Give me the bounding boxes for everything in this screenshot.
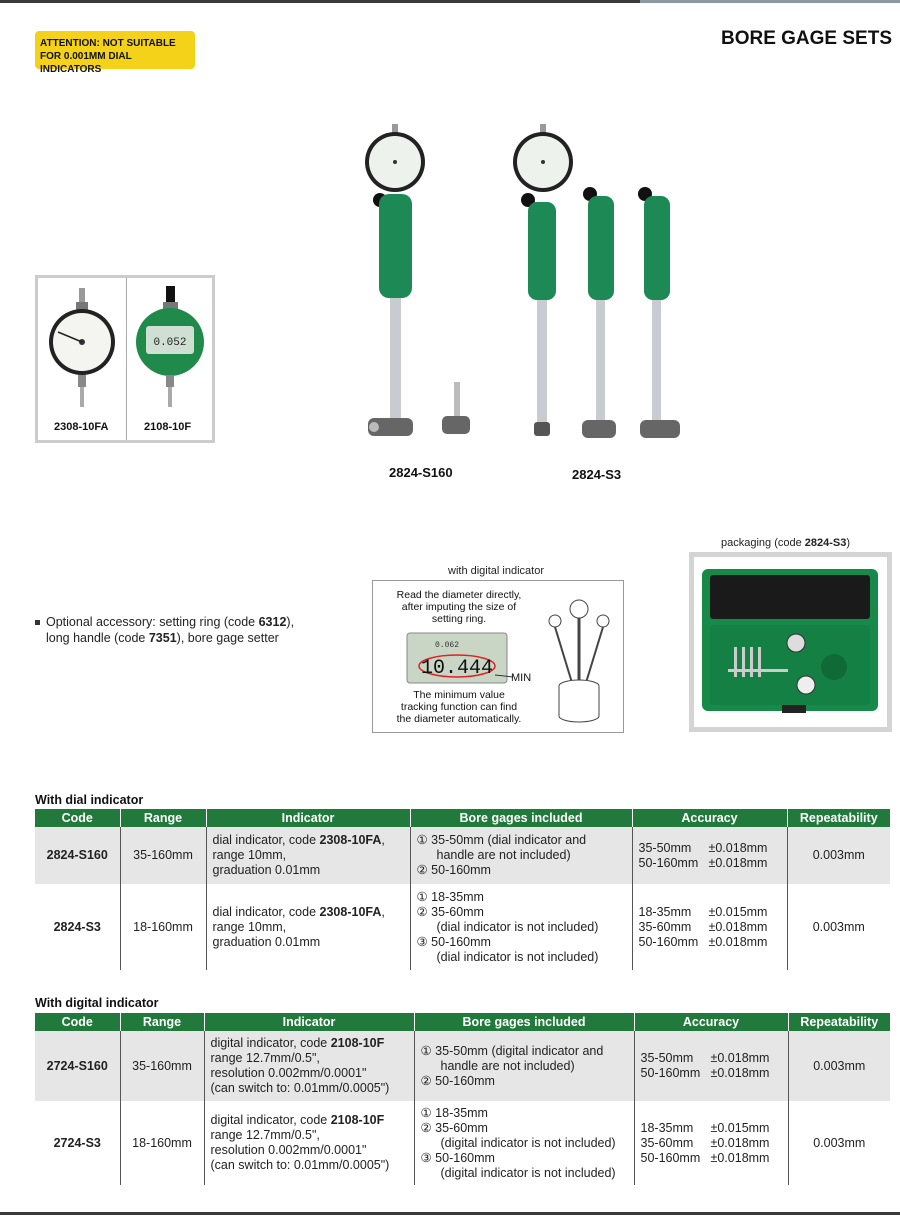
accuracy-range: 18-35mm: [640, 1120, 694, 1135]
cell-range: 35-160mm: [120, 827, 206, 884]
bore-line: (digital indicator is not included): [440, 1165, 616, 1180]
bore-line: ② 35-60mm: [416, 904, 484, 919]
cell-repeatability: 0.003mm: [787, 884, 890, 970]
table-row: [35, 1031, 890, 1101]
cell-repeatability: 0.003mm: [788, 1101, 890, 1185]
accuracy-range: 35-50mm: [640, 1051, 694, 1065]
packaging-caption-end: ): [846, 537, 851, 549]
attention-line-1: ATTENTION: NOT SUITABLE: [40, 38, 176, 49]
col-header-indicator: Indicator: [204, 1013, 414, 1031]
attention-badge: [35, 31, 195, 75]
bore-line: ① 35-50mm (dial indicator and: [416, 833, 587, 847]
cell-code: 2724-S3: [35, 1101, 120, 1185]
col-header-code: Code: [35, 809, 120, 827]
bore-gage-s3-image: [513, 124, 680, 438]
indicator-line: (can switch to: 0.01mm/0.0005"): [210, 1081, 390, 1095]
indicator-line: range 10mm,: [212, 919, 287, 934]
digital-text-top-2: after imputing the size of: [401, 601, 517, 613]
indicator-options-box: [35, 275, 215, 443]
indicator-code-digital: 2108-10F: [144, 421, 192, 433]
cell-bore-gages: [414, 1031, 634, 1101]
cell-indicator: [204, 1031, 414, 1101]
bore-line: ③ 50-160mm: [420, 1150, 495, 1165]
indicator-line: resolution 0.002mm/0.0001": [210, 1143, 367, 1157]
bore-line: handle are not included): [440, 1058, 575, 1073]
accuracy-value: ±0.018mm: [708, 840, 768, 855]
accuracy-range: 50-160mm: [638, 855, 699, 870]
indicator-code-dial: 2308-10FA: [54, 421, 109, 433]
col-header-indicator: Indicator: [206, 809, 410, 827]
indicator-line: resolution 0.002mm/0.0001": [210, 1066, 367, 1080]
table-header-row: [35, 809, 890, 827]
cell-indicator: [206, 884, 410, 970]
digital-indicator-table: [35, 1013, 890, 1185]
cell-accuracy: [634, 1101, 788, 1185]
accuracy-value: ±0.018mm: [708, 855, 768, 870]
indicator-line: range 10mm,: [212, 848, 287, 862]
indicator-code: 2308-10FA: [319, 833, 382, 847]
digital-text-bottom: [379, 689, 539, 725]
dial-table-title: With dial indicator: [35, 793, 144, 807]
cell-code: 2824-S160: [35, 827, 120, 884]
cell-bore-gages: [410, 884, 632, 970]
accuracy-range: 50-160mm: [640, 1150, 701, 1165]
cell-range: 18-160mm: [120, 1101, 204, 1185]
page-title: BORE GAGE SETS: [720, 28, 892, 49]
bore-line: handle are not included): [436, 848, 571, 862]
accuracy-range: 50-160mm: [638, 934, 699, 949]
col-header-bore-gages: Bore gages included: [410, 809, 632, 827]
accuracy-value: ±0.018mm: [710, 1135, 770, 1150]
indicator-divider: [126, 278, 127, 440]
packaging-caption-code: 2824-S3: [804, 537, 847, 549]
accuracy-value: ±0.015mm: [708, 904, 768, 919]
indicator-text: dial indicator, code: [212, 833, 320, 847]
packaging-caption: [721, 537, 850, 549]
accuracy-value: ±0.018mm: [708, 934, 768, 949]
bore-line: ② 50-160mm: [416, 863, 491, 877]
cell-repeatability: 0.003mm: [787, 827, 890, 884]
product-code-s160: 2824-S160: [389, 465, 453, 480]
col-header-repeatability: Repeatability: [788, 1013, 890, 1031]
accessory-line-2: [35, 630, 294, 646]
accuracy-value: ±0.018mm: [710, 1150, 770, 1165]
accessory-text-2-end: ), bore gage setter: [176, 631, 279, 645]
bore-line: ① 35-50mm (digital indicator and: [420, 1043, 604, 1058]
table-row: [35, 1101, 890, 1185]
col-header-bore-gages: Bore gages included: [414, 1013, 634, 1031]
cell-indicator: [204, 1101, 414, 1185]
accessory-text-2: long handle (code: [46, 631, 149, 645]
col-header-range: Range: [120, 809, 206, 827]
digital-text-top: [379, 589, 539, 625]
indicator-text: digital indicator, code: [210, 1036, 331, 1050]
packaging-case-image: [694, 557, 887, 727]
bore-line: (dial indicator is not included): [436, 919, 599, 934]
col-header-repeatability: Repeatability: [787, 809, 890, 827]
bore-measure-illustration: [541, 591, 621, 731]
indicator-text-end: ,: [381, 904, 385, 919]
bore-line: ① 18-35mm: [420, 1105, 488, 1120]
accuracy-range: 35-50mm: [638, 840, 692, 855]
col-header-code: Code: [35, 1013, 120, 1031]
bore-line: ③ 50-160mm: [416, 934, 491, 949]
bore-line: ① 18-35mm: [416, 889, 484, 904]
accessory-code-handle: 7351: [148, 631, 177, 645]
digital-text-top-3: setting ring.: [431, 613, 487, 625]
accessory-line-1: [35, 614, 294, 630]
col-header-range: Range: [120, 1013, 204, 1031]
indicator-code: 2108-10F: [330, 1036, 385, 1050]
digital-text-top-1: Read the diameter directly,: [396, 589, 522, 601]
table-header-row: [35, 1013, 890, 1031]
indicator-text: digital indicator, code: [210, 1113, 331, 1127]
dial-indicator-image: [38, 282, 126, 422]
bore-line: ② 35-60mm: [420, 1120, 488, 1135]
indicator-line: graduation 0.01mm: [212, 863, 321, 877]
accessory-text-1: Optional accessory: setting ring (code: [46, 615, 259, 629]
cell-code: 2824-S3: [35, 884, 120, 970]
table-row: [35, 827, 890, 884]
optional-accessory-note: [35, 614, 294, 646]
indicator-text: dial indicator, code: [212, 904, 320, 919]
bore-gage-s160-image: [365, 124, 470, 436]
accessory-code-ring: 6312: [258, 615, 287, 629]
col-header-accuracy: Accuracy: [632, 809, 787, 827]
digital-text-bottom-1: The minimum value: [413, 689, 505, 701]
lcd-main-readout: 10.444: [420, 657, 494, 680]
bore-line: (dial indicator is not included): [436, 949, 599, 964]
cell-code: 2724-S160: [35, 1031, 120, 1101]
indicator-line: range 12.7mm/0.5",: [210, 1128, 320, 1142]
product-code-s3: 2824-S3: [572, 467, 622, 482]
accuracy-value: ±0.018mm: [708, 919, 768, 934]
indicator-code: 2108-10F: [330, 1113, 385, 1127]
cell-repeatability: 0.003mm: [788, 1031, 890, 1101]
packaging-caption-text: packaging (code: [721, 537, 805, 549]
min-label: MIN: [511, 672, 532, 684]
digital-table-title: With digital indicator: [35, 996, 159, 1010]
digital-indicator-panel: [372, 580, 624, 733]
accuracy-range: 18-35mm: [638, 904, 692, 919]
cell-accuracy: [632, 884, 787, 970]
cell-indicator: [206, 827, 410, 884]
attention-line-2: FOR 0.001MM DIAL INDICATORS: [40, 51, 132, 75]
cell-bore-gages: [414, 1101, 634, 1185]
cell-accuracy: [634, 1031, 788, 1101]
bore-line: (digital indicator is not included): [440, 1135, 616, 1150]
digital-indicator-readout: 0.052: [153, 337, 187, 349]
accuracy-value: ±0.018mm: [710, 1051, 770, 1065]
accuracy-range: 35-60mm: [640, 1135, 694, 1150]
indicator-line: range 12.7mm/0.5",: [210, 1051, 320, 1065]
top-rule-accent: [640, 0, 900, 3]
col-header-accuracy: Accuracy: [634, 1013, 788, 1031]
cell-accuracy: [632, 827, 787, 884]
bore-gage-images: [350, 122, 690, 452]
accuracy-range: 50-160mm: [640, 1066, 701, 1080]
bottom-rule: [0, 1212, 900, 1215]
cell-range: 35-160mm: [120, 1031, 204, 1101]
indicator-line: graduation 0.01mm: [212, 934, 321, 949]
indicator-text-end: ,: [381, 833, 385, 847]
dial-indicator-table: [35, 809, 890, 970]
indicator-code: 2308-10FA: [319, 904, 382, 919]
table-row: [35, 884, 890, 970]
accuracy-value: ±0.018mm: [710, 1066, 770, 1080]
bullet-icon: [35, 620, 40, 625]
digital-text-bottom-2: tracking function can find: [400, 701, 518, 713]
digital-panel-caption: with digital indicator: [448, 565, 544, 577]
cell-range: 18-160mm: [120, 884, 206, 970]
lcd-small-readout: 0.062: [435, 641, 460, 650]
accessory-text-1-end: ),: [286, 615, 295, 629]
indicator-line: (can switch to: 0.01mm/0.0005"): [210, 1158, 390, 1172]
digital-indicator-image: [128, 282, 214, 422]
bore-line: ② 50-160mm: [420, 1073, 495, 1088]
accuracy-range: 35-60mm: [638, 919, 692, 934]
packaging-image-frame: [689, 552, 892, 732]
cell-bore-gages: [410, 827, 632, 884]
digital-text-bottom-3: the diameter automatically.: [396, 713, 522, 725]
accuracy-value: ±0.015mm: [710, 1120, 770, 1135]
